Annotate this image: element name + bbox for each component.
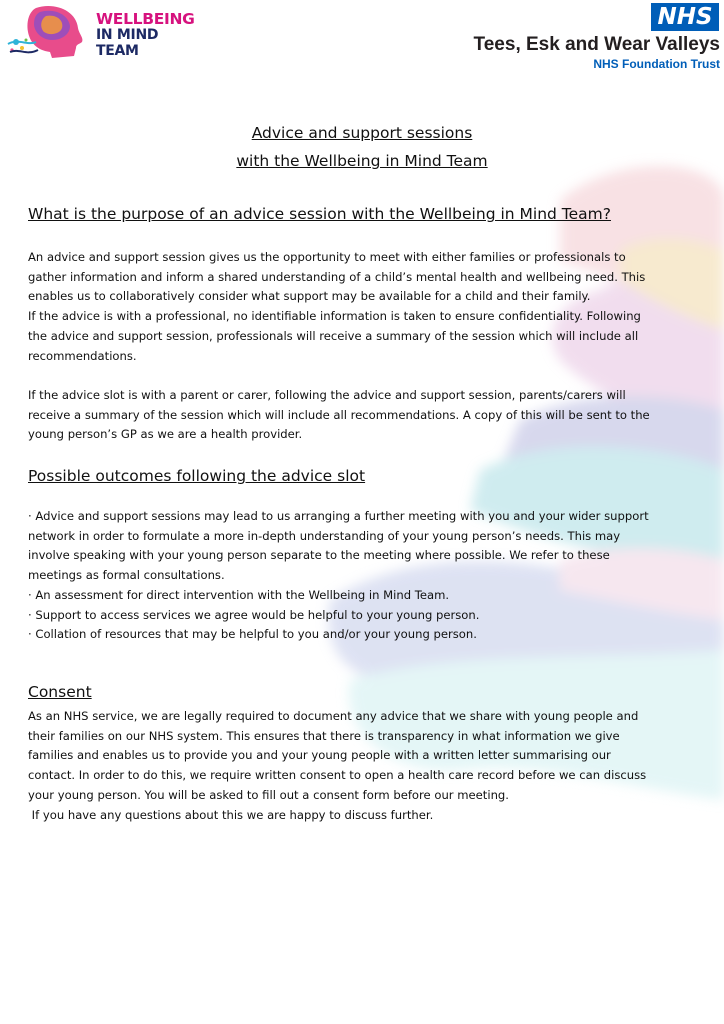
purpose-paragraph-2 bbox=[28, 386, 700, 445]
wellbeing-in-mind-logo bbox=[6, 2, 195, 62]
text-line: the advice and support session, professionals will receive a summary of the session which will include all bbox=[28, 328, 639, 343]
list-item: · Collation of resources that may be helpful to you and/or your young person. bbox=[28, 627, 477, 642]
trust-name: Tees, Esk and Wear Valleys bbox=[473, 34, 720, 55]
text-line: An advice and support session gives us the opportunity to meet with either families or professionals to bbox=[28, 250, 626, 264]
outcomes-list bbox=[28, 507, 700, 645]
consent-heading: Consent bbox=[28, 683, 92, 701]
purpose-heading: What is the purpose of an advice session with the Wellbeing in Mind Team? bbox=[28, 205, 611, 223]
text-line: your young person. You will be asked to fill out a consent form before our meeting. bbox=[28, 787, 509, 802]
list-item: network in order to formulate a more in-depth understanding of your young person’s needs. This may bbox=[28, 528, 621, 543]
consent-paragraph bbox=[28, 707, 700, 825]
team-logo-text bbox=[96, 11, 195, 59]
text-line: If the advice slot is with a parent or carer, following the advice and support session, parents/carers will bbox=[28, 388, 626, 402]
list-item: involve speaking with your young person separate to the meeting where possible. We refer to these bbox=[28, 548, 610, 563]
text-line: young person’s GP as we are a health provider. bbox=[28, 427, 303, 442]
outcomes-heading: Possible outcomes following the advice slot bbox=[28, 467, 366, 485]
list-item: · Advice and support sessions may lead to us arranging a further meeting with you and your wider support bbox=[28, 509, 649, 523]
text-line: families and enables us to provide you and your young people with a written letter summarising our bbox=[28, 748, 611, 763]
text-line: receive a summary of the session which will include all recommendations. A copy of this will be sent to the bbox=[28, 407, 650, 422]
text-line: As an NHS service, we are legally required to document any advice that we share with young people and bbox=[28, 709, 639, 723]
text-line: recommendations. bbox=[28, 348, 137, 363]
trust-subtitle: NHS Foundation Trust bbox=[593, 57, 720, 71]
text-line: If the advice is with a professional, no identifiable information is taken to ensure confidentiality. Following bbox=[28, 309, 641, 324]
text-line: If you have any questions about this we are happy to discuss further. bbox=[28, 807, 434, 822]
list-item: meetings as formal consultations. bbox=[28, 568, 225, 583]
text-line: enables us to collaboratively consider what support may be available for a child and their family. bbox=[28, 289, 591, 304]
page-title-line2: with the Wellbeing in Mind Team bbox=[236, 152, 488, 170]
list-item: · An assessment for direct intervention with the Wellbeing in Mind Team. bbox=[28, 587, 450, 602]
text-line: contact. In order to do this, we require written consent to open a health care record before we can discuss bbox=[28, 768, 647, 783]
purpose-paragraph-1 bbox=[28, 248, 700, 366]
team-logo-line2: IN MIND TEAM bbox=[96, 27, 159, 59]
text-line: gather information and inform a shared understanding of a child’s mental health and wellbeing need. This bbox=[28, 269, 646, 284]
team-logo-line1: WELLBEING bbox=[96, 10, 195, 28]
text-line: their families on our NHS system. This ensures that there is transparency in what information we give bbox=[28, 728, 620, 743]
page-title-line1: Advice and support sessions bbox=[251, 124, 473, 142]
nhs-logo: NHS bbox=[651, 3, 719, 31]
list-item: · Support to access services we agree would be helpful to your young person. bbox=[28, 607, 480, 622]
head-silhouette-icon bbox=[6, 2, 96, 62]
